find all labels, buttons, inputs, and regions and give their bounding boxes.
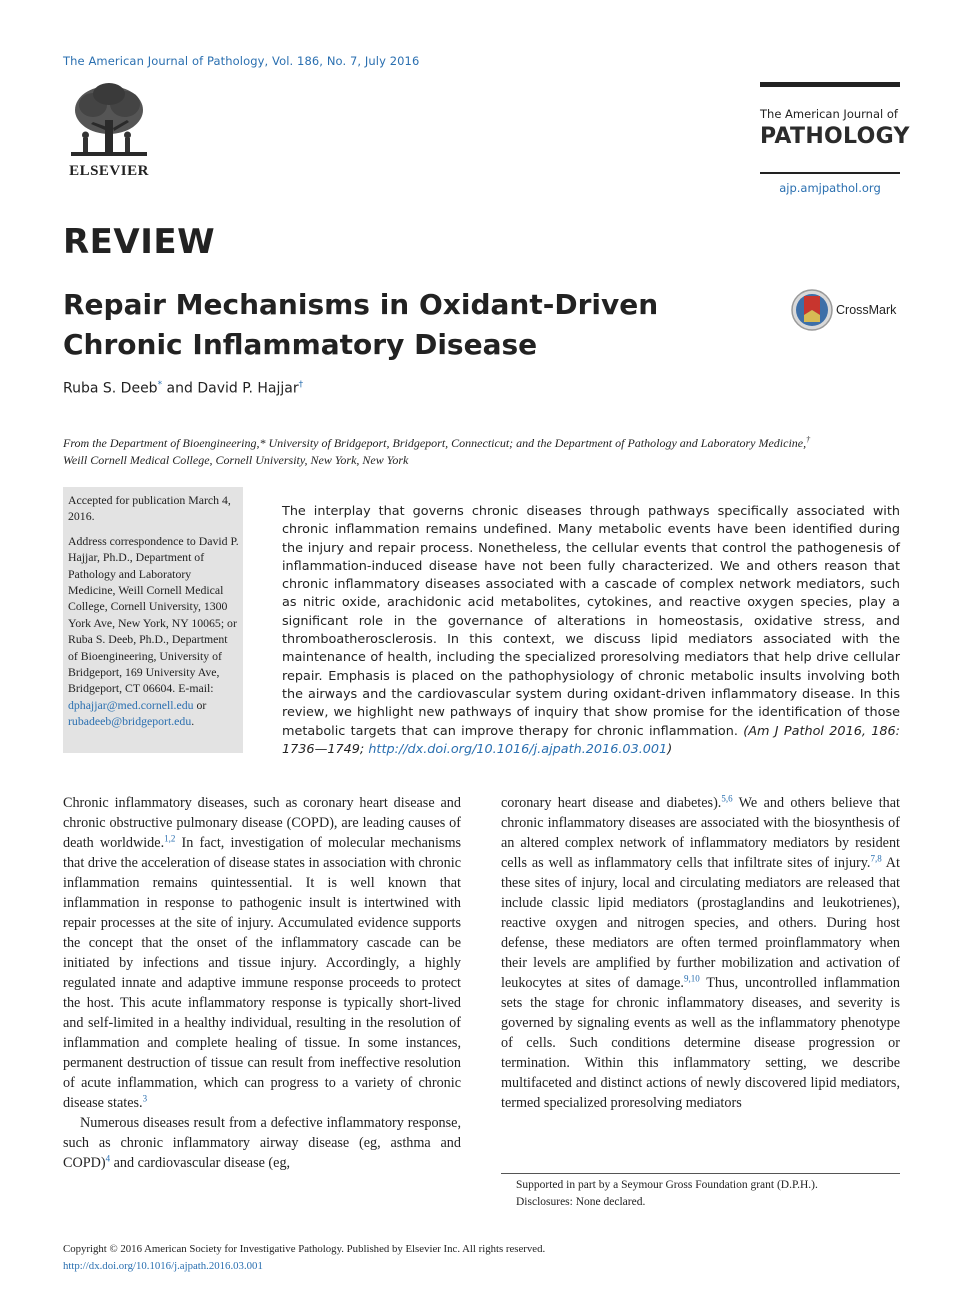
copyright-text: Copyright © 2016 American Society for Investigative Pathology. Published by Elsevier Inc. All rights reserved. <box>63 1243 546 1255</box>
body-paragraph: coronary heart disease and diabetes).$^{5,6}$ We and others believe that chronic inflammatory diseases are associated with the biosynthesis of an altered complex network of inflammatory mediators by resident cells as well as inflammatory cells that infiltrate sites of injury.$^{7,8}$ At these sites of injury, local and circulating mediators are released that include classic lipid mediators (prostaglandins and leukotrienes), reactive oxygen and nitrogen species, and others. During host defense, these mediators are often termed proinflammatory when their levels are amplified by further mobilization and activation of leukocytes at sites of damage.$^{9,10}$ Thus, uncontrolled inflammation sets the stage for chronic inflammatory diseases, and severity is governed by signaling events as well as the inflammatory phenotype of cells. Such conditions determine disease progression or termination. Within this inflammatory setting, we describe multifaceted and distinct actions of newly discovered lipid mediators, termed specialized proresolving mediators <box>501 793 900 1111</box>
journal-url-link[interactable]: ajp.amjpathol.org <box>779 181 881 195</box>
email-link[interactable]: rubadeeb@bridgeport.edu <box>68 714 192 729</box>
body-paragraph: Chronic inflammatory diseases, such as coronary heart disease and chronic obstructive pulmonary disease (COPD), are leading causes of death worldwide.$^{1,2}$ In fact, investigation of molecular mechanisms that drive the acceleration of disease states in association with chronic inflammation remains quintessential. It is well known that inflammation in response to pathogenic insult is intertwined with repair processes at the site of injury. Accumulated evidence supports the concept that the onset of the inflammatory cascade can be initiated by infections and tissue injury. Accordingly, a highly regulated innate and adaptive immune response proceeds to protect the host. This acute inflammatory response is typically short-lived and self-limited in a healthy individual, resulting in the resolution of inflammation and complete healing of tissue. In some instances, permanent destruction of tissue can result from ineffective resolution of acute inflammation, which can progress to a variety of chronic disease states.$^3$ <box>63 795 461 1111</box>
body-column-right <box>501 793 900 1113</box>
publisher-name: ELSEVIER <box>69 163 149 179</box>
article-type-label: REVIEW <box>63 222 216 262</box>
correspondence-sidebar <box>63 487 243 753</box>
author-name: David P. Hajjar <box>197 380 299 397</box>
affiliations <box>63 431 903 469</box>
accepted-date: Accepted for publication March 4, 2016. <box>68 493 231 524</box>
correspondence-address: Address correspondence to David P. Hajjar, Ph.D., Department of Pathology and Laboratory Medicine, Weill Cornell Medical College, Cornell University, 1300 York Ave, New York, NY 10065; or Ruba S. Deeb, Ph.D., Department of Bioengineering, University of Bridgeport, 169 University Ave, Bridgeport, CT 06604. E-mail: dphajjar@med.cornell.edu or rubadeeb@bridgeport.edu. <box>68 533 239 729</box>
masthead-top-rule <box>760 82 900 87</box>
reference-link[interactable]: 7,8 <box>870 853 882 864</box>
body-column-left <box>63 793 461 1173</box>
affiliation-mark: † <box>806 435 811 444</box>
doi-link[interactable]: http://dx.doi.org/10.1016/j.ajpath.2016.03.001 <box>368 741 668 757</box>
funding-note: Supported in part by a Seymour Gross Foundation grant (D.P.H.). <box>516 1179 818 1191</box>
footnotes <box>516 1177 900 1211</box>
body-paragraph: Numerous diseases result from a defective inflammatory response, such as chronic inflammatory airway disease (eg, asthma and COPD)$^4$ and cardiovascular disease (eg, <box>63 1115 461 1171</box>
copyright-footer <box>63 1241 545 1274</box>
author-list <box>63 380 303 397</box>
masthead-subtitle: The American Journal of <box>760 107 898 121</box>
author-footnote-mark[interactable]: † <box>298 380 304 390</box>
footer-doi-link[interactable]: http://dx.doi.org/10.1016/j.ajpath.2016.03.001 <box>63 1259 263 1272</box>
author-name: Ruba S. Deeb <box>63 380 158 397</box>
abstract: The interplay that governs chronic diseases through pathways specifically associated with chronic inflammation remains undefined. Many metabolic events have been identified during the injury and repair process. Nonetheless, the cellular events that control the pathogenesis of inflammation-induced disease have not been fully characterized. We and others reason that chronic inflammatory diseases associated with a cascade of complex network mediators, such as nitric oxide, arachidonic acid metabolites, cytokines, and reactive oxygen species, play a significant role in the governance of alterations in homeostasis, oxidative stress, and thromboatherosclerosis. In this context, we discuss lipid mediators associated with the maintenance of health, including the specialized proresolving mediators that help drive cellular repair. Emphasis is placed on the pathophysiology of chronic metabolic insults involving both the airways and the cardiovascular system during oxidant-driven inflammatory disease. In this review, we highlight new pathways of inquiry that show promise for the identification of those metabolic targets that can improve therapy for chronic inflammation. (Am J Pathol 2016, 186: 1736—1749; http://dx.doi.org/10.1016/j.ajpath.2016.03.001) <box>282 504 900 757</box>
crossmark-label[interactable]: CrossMark <box>836 303 897 317</box>
disclosure-note: Disclosures: None declared. <box>516 1196 646 1208</box>
reference-link[interactable]: 5,6 <box>721 793 733 804</box>
journal-citation-line[interactable]: The American Journal of Pathology, Vol. 186, No. 7, July 2016 <box>63 54 420 68</box>
email-link[interactable]: dphajjar@med.cornell.edu <box>68 697 194 712</box>
reference-link[interactable]: 9,10 <box>683 973 700 984</box>
masthead-bottom-rule <box>760 172 900 174</box>
reference-link[interactable]: 4 <box>105 1153 111 1164</box>
abstract-citation: (Am J Pathol 2016, 186: 1736—1749; <box>282 723 900 757</box>
author-conjunction: and <box>162 380 198 397</box>
masthead-title: PATHOLOGY <box>760 124 910 149</box>
reference-link[interactable]: 1,2 <box>164 833 176 844</box>
author-footnote-mark[interactable]: * <box>157 380 163 390</box>
affiliation-line: Weill Cornell Medical College, Cornell University, New York, New York <box>63 453 409 467</box>
footnote-rule <box>501 1173 900 1174</box>
reference-link[interactable]: 3 <box>142 1093 148 1104</box>
abstract-text: The interplay that governs chronic diseases through pathways specifically associated with chronic inflammation remains undefined. Many metabolic events have been identified during the injury and repair process. Nonetheless, the cellular events that control the pathogenesis of inflammation-induced disease have not been fully characterized. We and others reason that chronic inflammatory diseases associated with a cascade of complex network mediators, such as nitric oxide, arachidonic acid metabolites, cytokines, and reactive oxygen species, play a significant role in the governance of alterations in homeostasis, oxidative stress, and thromboatherosclerosis. In this context, we discuss lipid mediators associated with the maintenance of health, including the specialized proresolving mediators that help drive cellular repair. Emphasis is placed on the pathophysiology of chronic metabolic insults involving both the airways and the cardiovascular system during oxidant-driven inflammatory disease. In this review, we highlight new pathways of inquiry that show promise for the identification of those metabolic targets that can improve therapy for chronic inflammation. <box>282 504 900 739</box>
affiliation-line: From the Department of Bioengineering,* University of Bridgeport, Bridgeport, Connecticut; and the Department of Pathology and Laboratory Medicine, <box>63 436 807 450</box>
article-title: Repair Mechanisms in Oxidant-Driven Chronic Inflammatory Disease <box>63 288 659 361</box>
